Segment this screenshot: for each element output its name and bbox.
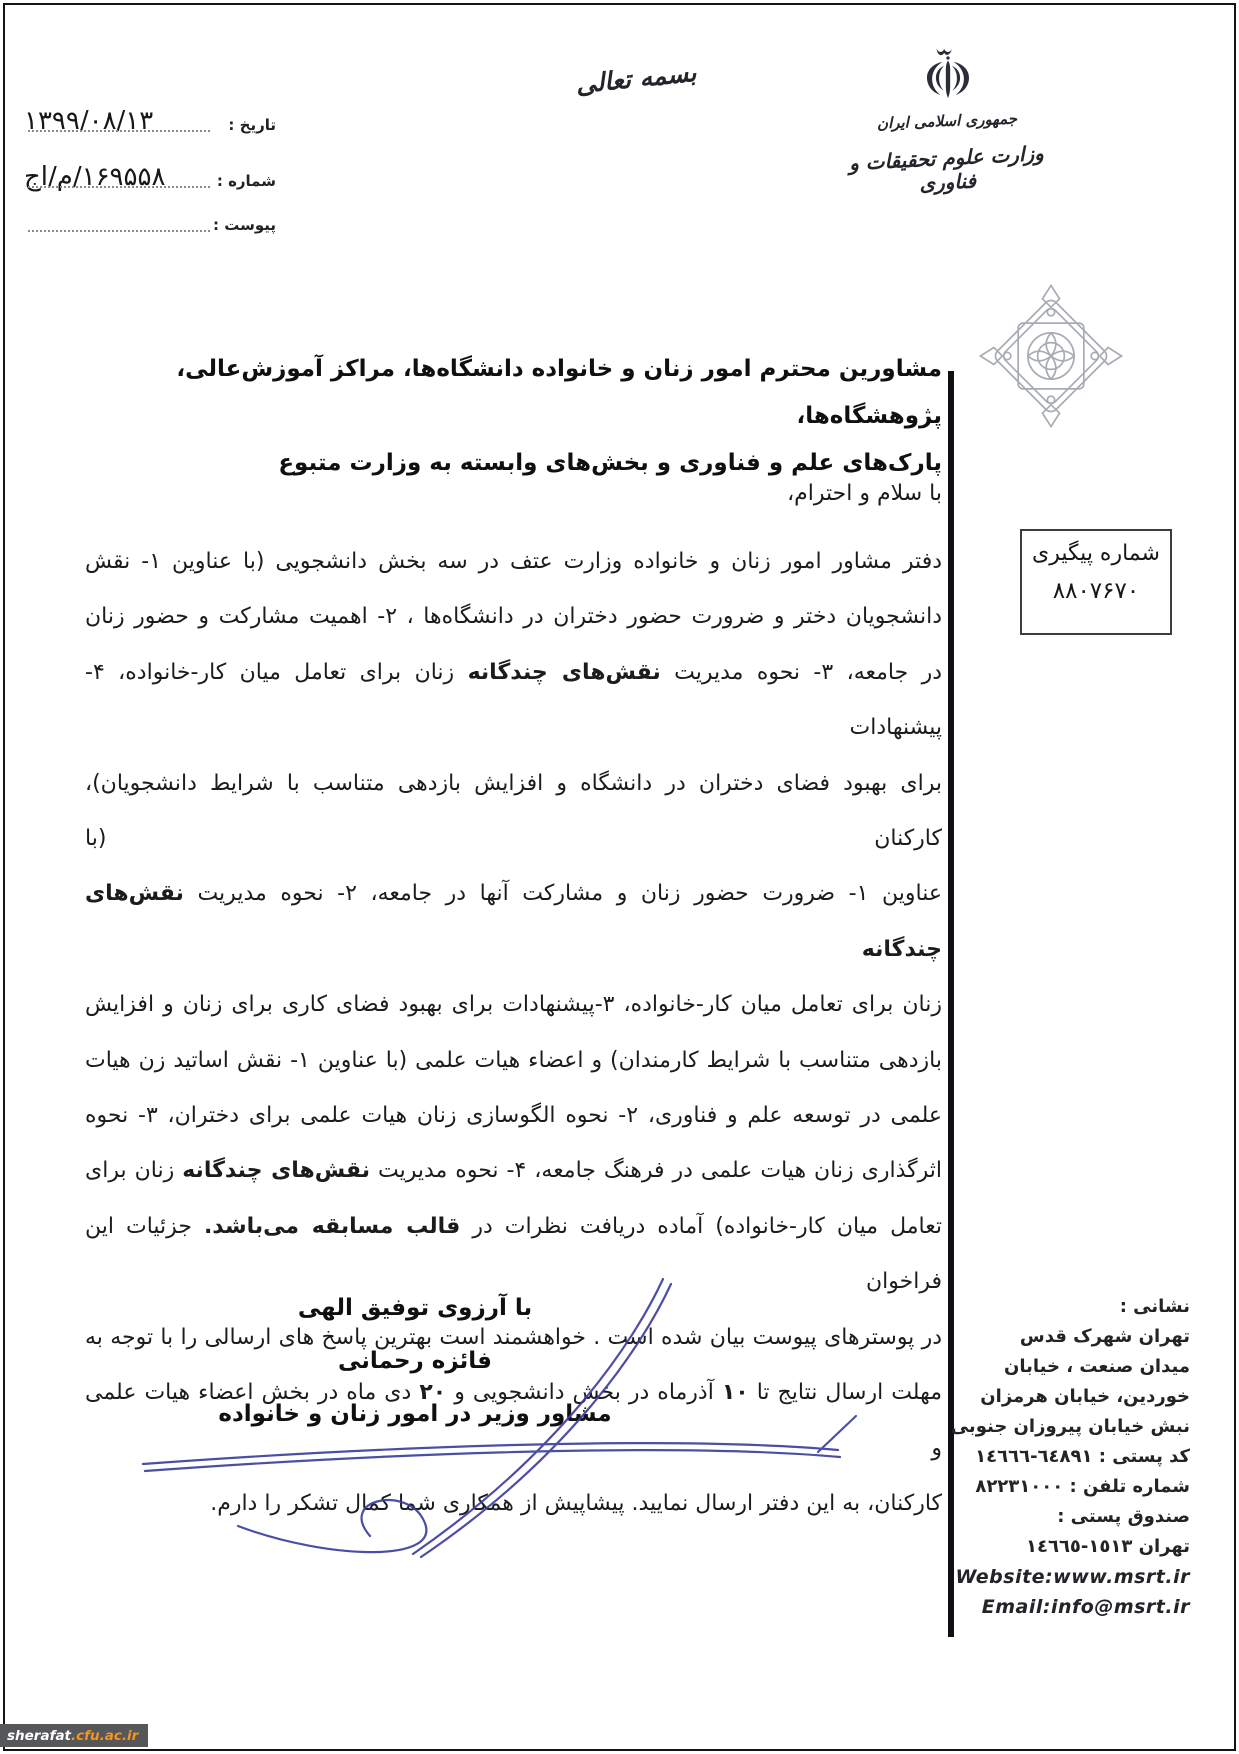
date-value: ۱۳۹۹/۰۸/۱۳ — [24, 106, 154, 136]
body-line: علمی در توسعه علم و فناوری، ۲- نحوه الگوسازی زنان هیات علمی برای دختران، ۳- نحوه — [85, 1103, 943, 1129]
signoff-blessing: با آرزوی توفیق الهی — [297, 1295, 533, 1321]
signer-title: مشاور وزیر در امور زنان و خانواده — [218, 1401, 612, 1427]
iran-allah-emblem-icon — [898, 44, 998, 114]
body-line: برای بهبود فضای دختران در دانشگاه و افزایش بازدهی متناسب با شرایط دانشجویان)، کارکنان (با — [85, 770, 942, 852]
body-line: کارکنان، به این دفتر ارسال نمایید. پیشاپیش از همکاری شما کمال تشکر را دارم. — [210, 1490, 942, 1516]
contact-line: Email:info@msrt.ir — [981, 1596, 1190, 1618]
body-line: اثرگذاری زنان هیات علمی در فرهنگ جامعه، ۴- نحوه مدیریت نقش‌های چندگانه زنان برای — [85, 1158, 943, 1184]
attachment-field — [22, 198, 276, 242]
contact-line: کد پستی : ٦٤٨٩١-١٤٦٦٦ — [975, 1446, 1190, 1467]
contact-line: شماره تلفن : ٨٢٢٣١٠٠٠ — [975, 1476, 1190, 1497]
signoff-block — [198, 1282, 632, 1441]
number-value: ۱۶۹۵۵۸/م/اج — [24, 162, 166, 192]
contact-line: میدان صنعت ، خیابان — [1004, 1356, 1190, 1377]
body-line: در پوسترهای پیوست بیان شده است . خواهشمند است بهترین پاسخ های ارسالی را با توجه به — [85, 1324, 942, 1350]
body-line: بازدهی متناسب با شرایط کارمندان) و اعضاء هیات علمی (با عناوین ۱- نقش اساتید زن هیات — [85, 1047, 942, 1073]
body-line: عناوین ۱- ضرورت حضور زنان و مشارکت آنها در جامعه، ۲- نحوه مدیریت نقش‌های چندگانه — [85, 881, 942, 962]
contact-line: تهران شهرک قدس — [1019, 1326, 1190, 1347]
attachment-dotted-line — [28, 230, 210, 232]
ministry-name: وزارت علوم تحقیقات و فناوری — [848, 140, 1045, 196]
watermark-name: sherafat — [7, 1727, 72, 1744]
tracking-label: شماره پیگیری — [1032, 541, 1160, 566]
body-line: در جامعه، ۳- نحوه مدیریت نقش‌های چندگانه زنان برای تعامل میان کار-خانواده، ۴- پیشنهادات — [85, 659, 943, 741]
body-line: دانشجویان دختر و ضرورت حضور دختران در دانشگاه‌ها ، ۲- اهمیت مشارکت و حضور زنان — [85, 604, 942, 630]
watermark-domain: .cfu.ac.ir — [71, 1727, 139, 1744]
date-dotted-line — [28, 130, 210, 132]
contact-line: نشانی : — [1119, 1296, 1190, 1317]
date-field — [22, 86, 276, 142]
body-line: مهلت ارسال نتایج تا ۱۰ آذرماه در بخش دانشجویی و ۲۰ دی ماه در بخش اعضاء هیات علمی و — [85, 1380, 943, 1461]
tracking-number-box — [1020, 529, 1172, 635]
contact-block — [858, 1292, 1190, 1622]
addressee-line: مشاورین محترم امور زنان و خانواده دانشگاه‌ها، مراکز آموزش‌عالی، پژوهشگاه‌ها، — [176, 356, 942, 429]
contact-line: صندوق پستی : — [1057, 1506, 1190, 1527]
number-dotted-line — [28, 186, 210, 188]
contact-line: نبش خیابان پیروزان جنوبی — [950, 1416, 1190, 1437]
addressee-block — [115, 346, 942, 487]
body-line: تعامل میان کار-خانواده) آماده دریافت نظرات در قالب مسابقه می‌باشد. جزئیات این فراخوان — [85, 1213, 942, 1295]
besmellah-calligraphy: بسمه تعالی — [574, 57, 698, 100]
number-label: شماره : — [216, 172, 276, 190]
body-line: دفتر مشاور امور زنان و خانواده وزارت عتف در سه بخش دانشجویی (با عناوین ۱- نقش — [85, 549, 943, 574]
salutation: با سلام و احترام، — [787, 481, 942, 506]
watermark-badge — [0, 1724, 148, 1747]
country-name: جمهوری اسلامی ایران — [876, 109, 1018, 133]
date-label: تاریخ : — [228, 116, 276, 134]
tracking-number: ۸۸۰۷۶۷۰ — [1052, 578, 1140, 604]
signer-name: فائزه رحمانی — [337, 1348, 492, 1374]
contact-line: تهران ١٥١٣-١٤٦٦٥ — [1025, 1536, 1190, 1557]
contact-line: Website:www.msrt.ir — [955, 1566, 1190, 1588]
attachment-label: پیوست : — [212, 216, 276, 234]
number-field — [22, 142, 276, 198]
letter-meta-fields — [22, 86, 276, 242]
contact-line: خوردین، خیابان هرمزان — [980, 1386, 1190, 1407]
islimi-star-ornament-icon — [978, 268, 1124, 444]
addressee-line: پارک‌های علم و فناوری و بخش‌های وابسته به وزارت متبوع — [278, 450, 942, 476]
body-line: زنان برای تعامل میان کار-خانواده، ۳-پیشنهادات برای بهبود فضای کاری برای زنان و افزایش — [85, 992, 942, 1018]
